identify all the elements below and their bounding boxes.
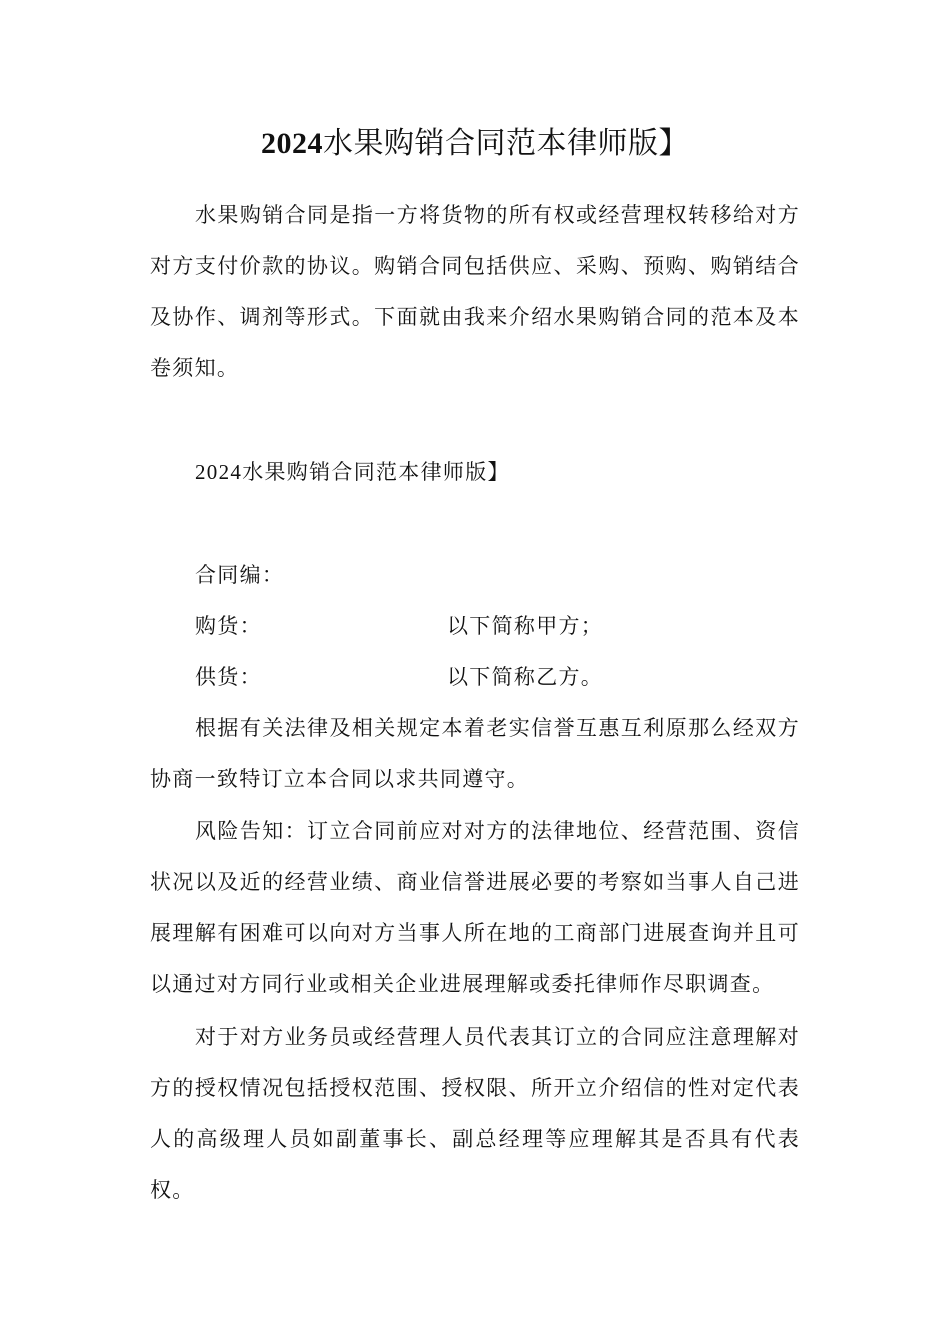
supplier-alias: 以下简称乙方。 — [447, 665, 604, 689]
subtitle-text: 水果购销合同范本律师版】 — [242, 460, 510, 484]
subtitle-year: 2024 — [195, 460, 243, 484]
representative-notice-paragraph: 对于对方业务员或经营理人员代表其订立的合同应注意理解对方的授权情况包括授权范围、授权限、所开立介绍信的性对定代表人的高级理人员如副董事长、副总经理等应理解其是否具有代表权。 — [150, 1025, 800, 1202]
basis-paragraph: 根据有关法律及相关规定本着老实信誉互惠互利原那么经双方协商一致特订立本合同以求共同遵守。 — [150, 716, 800, 791]
document-title — [150, 122, 800, 166]
title-year: 2024 — [261, 127, 323, 160]
buyer-alias: 以下简称甲方； — [447, 614, 604, 638]
buyer-label: 购货： — [195, 614, 262, 638]
title-text: 水果购销合同范本律师版】 — [323, 126, 689, 161]
supplier-label: 供货： — [195, 665, 262, 689]
intro-paragraph: 水果购销合同是指一方将货物的所有权或经营理权转移给对方对方支付价款的协议。购销合同包括供应、采购、预购、购销结合及协作、调剂等形式。下面就由我来介绍水果购销合同的范本及本卷须知。 — [150, 203, 800, 380]
risk-notice-paragraph: 风险告知：订立合同前应对对方的法律地位、经营范围、资信状况以及近的经营业绩、商业信誉进展必要的考察如当事人自己进展理解有困难可以向对方当事人所在地的工商部门进展查询并且可以通过对方同行业或相关企业进展理解或委托律师作尽职调查。 — [150, 819, 800, 996]
contract-number-label: 合同编： — [195, 563, 285, 587]
subtitle — [195, 457, 510, 487]
